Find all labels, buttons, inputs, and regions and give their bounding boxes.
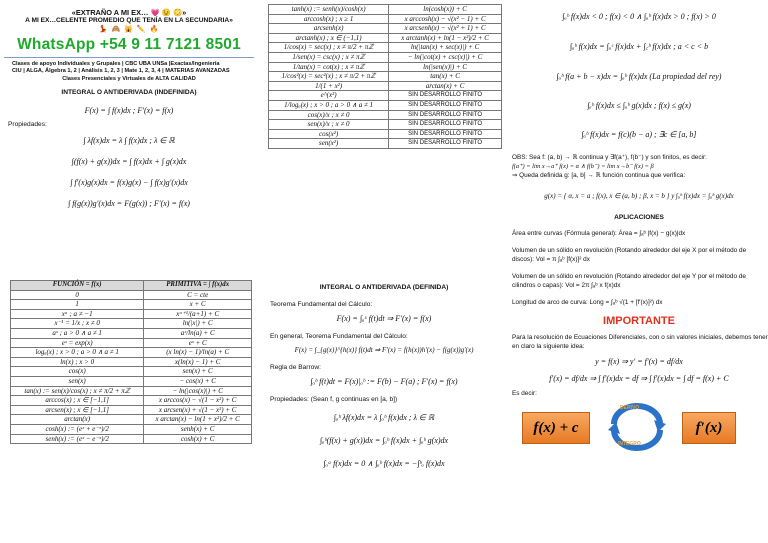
info-line-1: Clases de apoyo Individuales y Grupales | CBC UBA UNSa |Exactas/Ingeniería	[12, 61, 220, 67]
barrow-label: Regla de Barrow:	[270, 364, 321, 371]
function-cell: sen(x²)	[269, 139, 389, 149]
table-row	[11, 300, 252, 310]
primitives-table	[10, 280, 252, 444]
application-area: Área entre curvas (Fórmula general): Área = ∫ₐᵇ |f(x) − g(x)|dx	[512, 230, 686, 237]
derive-label: DERIVO	[620, 405, 640, 411]
primitive-cell: C = cte	[144, 290, 252, 300]
function-cell: tanh(x) := senh(x)/cosh(x)	[269, 5, 389, 15]
definite-property-2: ∫ₐᵇ(f(x) + g(x))dx = ∫ₐᵇ f(x)dx + ∫ₐᵇ g(x)dx	[319, 436, 449, 445]
properties-label: Propiedades:	[8, 121, 47, 129]
right-property-2: ∫ₐᵇ f(x)dx = ∫ₐᶜ f(x)dx + ∫꜀ᵇ f(x)dx ; a < c < b	[569, 42, 709, 51]
function-cell: 1/tan(x) = cot(x) ; x ≠ πℤ	[269, 62, 389, 72]
es-decir-label: Es decir:	[512, 390, 537, 397]
function-cell: e^(x²)	[269, 91, 389, 101]
function-cell: xᵃ ; a ≠ −1	[11, 309, 144, 319]
table-row	[11, 309, 252, 319]
function-cell: arctan(x)	[11, 415, 144, 425]
function-cell: aˣ ; a > 0 ∧ a ≠ 1	[11, 328, 144, 338]
application-volume-x: Volumen de un sólido en revolución (Rotando alrededor del eje X por el método de discos): Vol = π ∫ₐᵇ [f(x)]² dx	[512, 247, 747, 263]
tfc-formula: F(x) = ∫ₐˣ f(t)dt ⇒ F′(x) = f(x)	[336, 314, 432, 323]
primitive-cell: x arccos(x) − √(1 − x²) + C	[144, 396, 252, 406]
integrate-label: INTEGRO	[618, 441, 641, 447]
info-line-2: CIU | ALGA, Álgebra 1, 2 | Análisis 1, 2, 3 | Mate 1, 2, 3, 4 | MATERIAS AVANZADAS	[12, 68, 230, 75]
tfc-general-label: En general, Teorema Fundamental del Cálculo:	[270, 333, 408, 340]
table-row	[11, 357, 252, 367]
property-1: ∫ λf(x)dx = λ ∫ f(x)dx ; λ ∈ ℝ	[83, 136, 175, 146]
table-row	[11, 328, 252, 338]
table-row	[269, 81, 502, 91]
table-row	[11, 367, 252, 377]
primitive-cell: SIN DESARROLLO FINITO	[389, 91, 502, 101]
table-row	[269, 72, 502, 82]
applications-title: APLICACIONES	[614, 214, 664, 221]
primitives-table-continued	[268, 4, 502, 149]
table-row	[269, 43, 502, 53]
function-cell: cos(x²)	[269, 129, 389, 139]
function-cell: sen(x)/x ; x ≠ 0	[269, 120, 389, 130]
property-3: ∫ f′(x)g(x)dx = f(x)g(x) − ∫ f(x)g′(x)dx	[70, 178, 188, 188]
ode-formula-2: f′(x) = df/dx ⇒ ∫ f′(x)dx = df ⇒ ∫ f′(x)dx = ∫ df = f(x) + C	[549, 374, 729, 383]
primitive-cell: x arcsenh(x) − √(x² + 1) + C	[389, 24, 502, 34]
definite-property-3: ∫ₐᵃ f(x)dx = 0 ∧ ∫ₐᵇ f(x)dx = −∫ᵇₐ f(x)dx	[323, 459, 445, 468]
table-row	[11, 338, 252, 348]
tfc-general-formula: F(x) = ∫_{g(x)}^{h(x)} f(t)dt ⇒ F′(x) = f(h(x))h′(x) − f(g(x))g′(x)	[294, 346, 474, 354]
table-row	[11, 396, 252, 406]
primitive-cell: ln(|tan(x) + sec(x)|) + C	[389, 43, 502, 53]
function-cell: 1/cos²(x) = sec²(x) ; x ≠ π/2 + πℤ	[269, 72, 389, 82]
table-row	[269, 14, 502, 24]
primitive-cell: tan(x) + C	[389, 72, 502, 82]
barrow-formula: ∫ₐᵇ f(t)dt = F(x)|ₐᵇ := F(b) − F(a) ; F′(x) = f(x)	[310, 377, 458, 386]
function-cell: 1	[11, 300, 144, 310]
ode-formula-1: y = f(x) ⇒ y′ = f′(x) = df/dx	[595, 357, 683, 366]
info-line-3: Clases Presenciales y Virtuales de ALTA CALIDAD	[62, 75, 196, 82]
section-indefinite-title: INTEGRAL O ANTIDERIVADA (INDEFINIDA)	[61, 89, 197, 97]
primitive-cell: − ln(|cot(x) + csc(x)|) + C	[389, 52, 502, 62]
table-row	[269, 139, 502, 149]
header-subtitle: A MI EX…CELENTE PROMEDIO QUE TENÍA EN LA SECUNDARIA»	[25, 17, 233, 24]
primitive-cell: SIN DESARROLLO FINITO	[389, 100, 502, 110]
table-row	[269, 5, 502, 15]
function-cell: 1/cos(x) = sec(x) ; x ≠ π/2 + πℤ	[269, 43, 389, 53]
function-cell: eˣ = exp(x)	[11, 338, 144, 348]
table-row	[269, 62, 502, 72]
column-middle	[262, 0, 506, 543]
table-row	[269, 129, 502, 139]
property-2: ∫(f(x) + g(x))dx = ∫ f(x)dx + ∫ g(x)dx	[71, 157, 187, 167]
function-cell: logₐ(x) ; x > 0 ; a > 0 ∧ a ≠ 1	[11, 348, 144, 358]
primitive-cell: x arcsen(x) + √(1 − x²) + C	[144, 405, 252, 415]
derivative-box: f′(x)	[682, 412, 736, 444]
obs-line-2: f(a⁺) = lim x→a⁺ f(x) = α ∧ f(b⁻) = lim x→b⁻ f(x) = β	[512, 163, 654, 170]
primitive-cell: arctan(x) + C	[389, 81, 502, 91]
function-cell: 0	[11, 290, 144, 300]
application-volume-y: Volumen de un sólido en revolución (Rotando alrededor del eje Y por el método de cilindros o capas): Vol = 2π ∫ₐᵇ x f(x)dx	[512, 273, 746, 289]
primitive-cell: cosh(x) + C	[144, 434, 252, 444]
function-cell: cos(x)	[11, 367, 144, 377]
obs-line-3: ⇒ Queda definida g: [a, b] → ℝ función continua que verifica:	[512, 172, 686, 179]
primitive-cell: eˣ + C	[144, 338, 252, 348]
table-header-function: FUNCIÓN = f(x)	[11, 281, 144, 291]
whatsapp-contact: WhatsApp +54 9 11 7121 8501	[17, 36, 241, 53]
table-row	[269, 33, 502, 43]
derive-integrate-diagram	[510, 402, 768, 452]
primitive-cell: x arctan(x) − ln(1 + x²)/2 + C	[144, 415, 252, 425]
indefinite-definition: F(x) = ∫ f(x)dx ; F′(x) = f(x)	[84, 106, 174, 116]
function-cell: arcsen(x) ; x ∈ [−1,1]	[11, 405, 144, 415]
table-header-primitive: PRIMITIVA = ∫ f(x)dx	[144, 281, 252, 291]
table-row	[11, 376, 252, 386]
function-cell: sen(x)	[11, 376, 144, 386]
function-cell: arcsenh(x)	[269, 24, 389, 34]
application-arc-length: Longitud de arco de curva: Long = ∫ₐᵇ √(1 + [f′(x)]²) dx	[512, 299, 663, 306]
primitive-cell: − cos(x) + C	[144, 376, 252, 386]
table-row	[11, 319, 252, 329]
primitive-cell: aˣ/ln(a) + C	[144, 328, 252, 338]
function-cell: 1/sen(x) = csc(x) ; x ≠ πℤ	[269, 52, 389, 62]
primitive-cell: x arccosh(x) − √(x² − 1) + C	[389, 14, 502, 24]
table-row	[11, 424, 252, 434]
primitive-cell: x arctanh(x) + ln(1 − x²)/2 + C	[389, 33, 502, 43]
antiderivative-box: f(x) + c	[522, 412, 590, 444]
tfc-label: Teorema Fundamental del Cálculo:	[270, 301, 373, 308]
primitive-cell: SIN DESARROLLO FINITO	[389, 139, 502, 149]
table-row	[269, 52, 502, 62]
table-row	[11, 434, 252, 444]
table-row	[11, 290, 252, 300]
column-right	[510, 0, 768, 543]
table-row	[11, 348, 252, 358]
primitives-table-continued-body	[269, 5, 502, 149]
primitive-cell: SIN DESARROLLO FINITO	[389, 120, 502, 130]
definite-property-1: ∫ₐᵇ λf(x)dx = λ ∫ₐᵇ f(x)dx ; λ ∈ ℝ	[333, 413, 435, 422]
function-cell: cosh(x) := (eˣ + e⁻ˣ)/2	[11, 424, 144, 434]
right-property-4: ∫ₐᵇ f(x)dx ≤ ∫ₐᵇ g(x)dx ; f(x) ≤ g(x)	[587, 101, 691, 110]
header-title: «EXTRAÑO A MI EX… 💗 😉 😳»	[71, 8, 187, 17]
right-property-3: ∫ₐᵇ f(a + b − x)dx = ∫ₐᵇ f(x)dx (La propiedad del rey)	[556, 72, 722, 81]
function-cell: arccosh(x) ; x ≥ 1	[269, 14, 389, 24]
important-heading: IMPORTANTE	[603, 315, 675, 327]
ode-intro: Para la resolución de Ecuaciones Diferenciales, con o sin valores iniciales, debemos tener en claro la siguiente idea:	[512, 334, 768, 350]
primitive-cell: − ln(|cos(x)|) + C	[144, 386, 252, 396]
primitives-table-body	[11, 290, 252, 444]
section-definite-title: INTEGRAL O ANTIDERIVADA (DEFINIDA)	[319, 284, 449, 291]
table-row	[269, 100, 502, 110]
table-row	[269, 24, 502, 34]
primitive-cell: x(ln(x) − 1) + C	[144, 357, 252, 367]
header-emojis: 💃 🙈 🙀 ✏️ 🔥	[98, 26, 160, 33]
function-cell: 1/(1 + x²)	[269, 81, 389, 91]
primitive-cell: (x ln(x) − 1)/ln(a) + C	[144, 348, 252, 358]
function-cell: cos(x)/x ; x ≠ 0	[269, 110, 389, 120]
function-cell: arctanh(x) ; x ∈ (−1,1)	[269, 33, 389, 43]
primitive-cell: sen(x) + C	[144, 367, 252, 377]
function-cell: arccos(x) ; x ∈ [−1,1]	[11, 396, 144, 406]
primitive-cell: SIN DESARROLLO FINITO	[389, 129, 502, 139]
property-4: ∫ f(g(x))g′(x)dx = F(g(x)) ; F′(x) = f(x)	[68, 199, 190, 209]
table-row	[11, 415, 252, 425]
primitive-cell: ln(cosh(x)) + C	[389, 5, 502, 15]
obs-piecewise: g(x) = { α, x = a ; f(x), x ∈ (a, b) ; β, x = b } y ∫ₐᵇ f(x)dx = ∫ₐᵇ g(x)dx	[544, 192, 734, 200]
primitive-cell: ln(|sen(x)|) + C	[389, 62, 502, 72]
table-row	[11, 386, 252, 396]
table-row	[269, 110, 502, 120]
primitive-cell: xᵃ⁺¹/(a+1) + C	[144, 309, 252, 319]
primitive-cell: x + C	[144, 300, 252, 310]
definite-properties-label: Propiedades: (Sean f, g continuas en [a, b])	[270, 396, 398, 403]
function-cell: ln(x) ; x > 0	[11, 357, 144, 367]
function-cell: 1/logₐ(x) ; x > 0 ; a > 0 ∧ a ≠ 1	[269, 100, 389, 110]
table-row	[269, 120, 502, 130]
column-left	[0, 0, 258, 543]
function-cell: senh(x) := (eˣ − e⁻ˣ)/2	[11, 434, 144, 444]
primitive-cell: ln(|x|) + C	[144, 319, 252, 329]
right-property-1: ∫ₐᵇ f(x)dx < 0 ; f(x) < 0 ∧ ∫ₐᵇ f(x)dx > 0 ; f(x) > 0	[562, 12, 716, 21]
function-cell: tan(x) := sen(x)/cos(x) ; x ≠ π/2 + πℤ	[11, 386, 144, 396]
primitive-cell: SIN DESARROLLO FINITO	[389, 110, 502, 120]
table-row	[269, 91, 502, 101]
function-cell: x⁻¹ = 1/x ; x ≠ 0	[11, 319, 144, 329]
right-property-5: ∫ₐᵇ f(x)dx = f(c)(b − a) ; ∃c ∈ [a, b]	[581, 130, 697, 139]
primitive-cell: senh(x) + C	[144, 424, 252, 434]
obs-line-1: OBS: Sea f: (a, b) → ℝ continua y ∃f(a⁺), f(b⁻) y son finitos, es decir:	[512, 154, 707, 161]
table-row	[11, 405, 252, 415]
divider	[4, 57, 254, 58]
